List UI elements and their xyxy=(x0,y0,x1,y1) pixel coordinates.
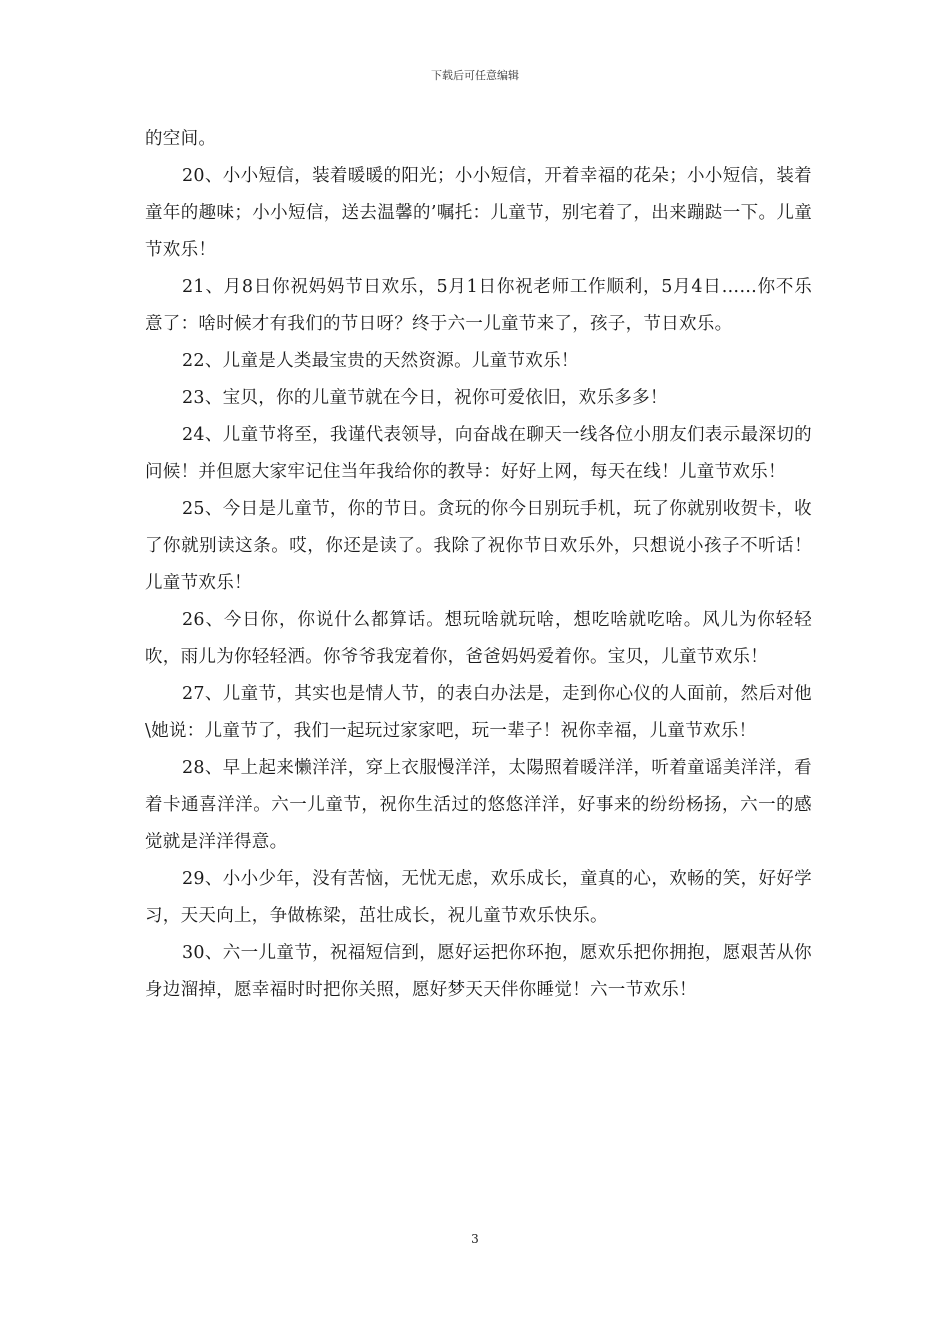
page-header: 下载后可任意编辑 xyxy=(431,69,519,82)
paragraph-26: 26、今日你，你说什么都算话。想玩啥就玩啥，想吃啥就吃啥。风儿为你轻轻吹，雨儿为你轻轻洒。你爷爷我宠着你，爸爸妈妈爱着你。宝贝，儿童节欢乐！ xyxy=(145,610,812,667)
paragraph-20: 20、小小短信，装着暖暖的阳光；小小短信，开着幸福的花朵；小小短信，装着童年的趣味；小小短信，送去温馨的’嘱托：儿童节，别宅着了，出来蹦跶一下。儿童节欢乐！ xyxy=(145,166,812,260)
paragraph-30: 30、六一儿童节，祝福短信到，愿好运把你环抱，愿欢乐把你拥抱，愿艰苦从你身边溜掉，愿幸福时时把你关照，愿好梦天天伴你睡觉！六一节欢乐！ xyxy=(145,943,812,1000)
page-number: 3 xyxy=(471,1232,479,1246)
paragraph-23: 23、宝贝，你的儿童节就在今日，祝你可爱依旧，欢乐多多！ xyxy=(182,388,668,408)
paragraph-29: 29、小小少年，没有苦恼，无忧无虑，欢乐成长，童真的心，欢畅的笑，好好学习，天天向上，争做栋梁，茁壮成长，祝儿童节欢乐快乐。 xyxy=(145,869,812,926)
paragraph-27: 27、儿童节，其实也是情人节，的表白办法是，走到你心仪的人面前，然后对他\她说：儿童节了，我们一起玩过家家吧，玩一辈子！祝你幸福，儿童节欢乐！ xyxy=(145,684,812,741)
document-body xyxy=(145,121,812,1009)
paragraph-continuation: 的空间。 xyxy=(145,129,217,149)
paragraph-25: 25、今日是儿童节，你的节日。贪玩的你今日别玩手机，玩了你就别收贺卡，收了你就别读这条。哎，你还是读了。我除了祝你节日欢乐外，只想说小孩子不听话！儿童节欢乐！ xyxy=(145,499,812,593)
paragraph-22: 22、儿童是人类最宝贵的天然资源。儿童节欢乐！ xyxy=(182,351,579,371)
paragraph-24: 24、儿童节将至，我谨代表领导，向奋战在聊天一线各位小朋友们表示最深切的问候！并但愿大家牢记住当年我给你的教导：好好上网，每天在线！儿童节欢乐！ xyxy=(145,425,812,482)
paragraph-28: 28、早上起来懒洋洋，穿上衣服慢洋洋，太陽照着暖洋洋，听着童谣美洋洋，看着卡通喜洋洋。六一儿童节，祝你生活过的悠悠洋洋，好事来的纷纷杨扬，六一的感觉就是洋洋得意。 xyxy=(145,758,812,852)
paragraph-21: 21、月8日你祝妈妈节日欢乐，5月1日你祝老师工作顺利，5月4日……你不乐意了：啥时候才有我们的节日呀？终于六一儿童节来了，孩子，节日欢乐。 xyxy=(145,277,812,334)
